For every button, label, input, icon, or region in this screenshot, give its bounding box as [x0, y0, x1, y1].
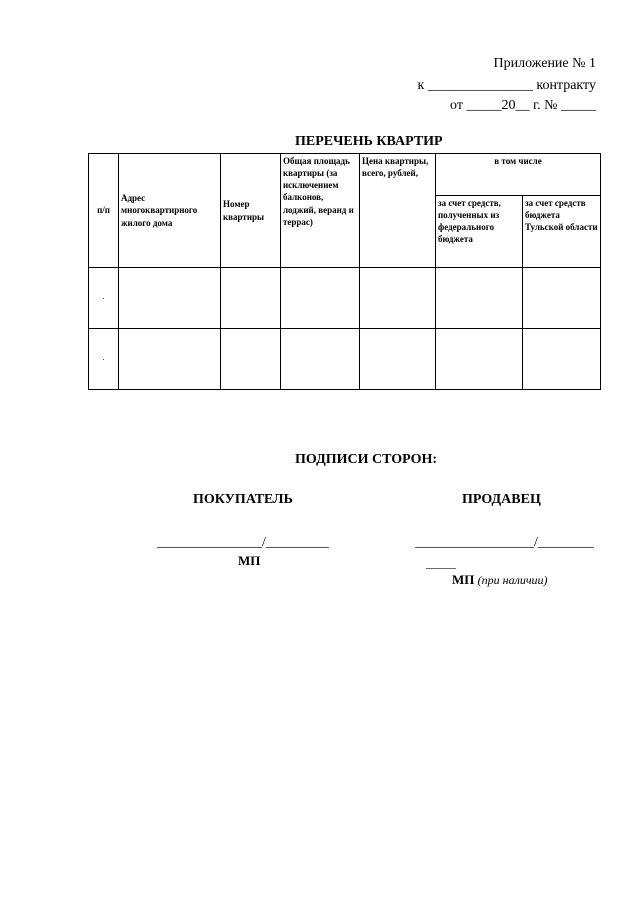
- buyer-signature-line: _______________/_________: [157, 535, 329, 550]
- date-line: от _____20__ г. № _____: [450, 98, 596, 113]
- buyer-stamp-label: МП: [238, 553, 261, 568]
- row-mark: .: [89, 268, 119, 329]
- table-cell: [119, 329, 221, 390]
- apartments-table: [88, 153, 601, 390]
- appendix-title: Приложение № 1: [493, 56, 596, 71]
- seller-signature-line: _________________/________: [415, 535, 594, 550]
- header-area: Общая площадь квартиры (за исключением балконов, лоджий, веранд и террас): [281, 154, 360, 268]
- table-row: [89, 329, 601, 390]
- header-apartment: Номер квартиры: [221, 154, 281, 268]
- table-cell: [436, 329, 523, 390]
- header-including: в том числе: [436, 154, 601, 196]
- table-cell: [281, 268, 360, 329]
- table-cell: [360, 329, 436, 390]
- table-cell: [360, 268, 436, 329]
- header-regional: за счет средств бюджета Тульской области: [523, 196, 601, 268]
- row-mark: .: [89, 329, 119, 390]
- seller-stamp-label: МП: [452, 572, 475, 587]
- table-cell: [281, 329, 360, 390]
- table-cell: [523, 329, 601, 390]
- seller-stamp: [452, 572, 548, 588]
- contract-line: к _______________ контракту: [417, 78, 596, 93]
- signatures-title: ПОДПИСИ СТОРОН:: [295, 452, 438, 467]
- seller-extra-line: _____: [426, 556, 456, 570]
- list-title: ПЕРЕЧЕНЬ КВАРТИР: [295, 134, 443, 149]
- buyer-title: ПОКУПАТЕЛЬ: [193, 492, 293, 507]
- seller-stamp-note: (при наличии): [477, 573, 548, 587]
- header-address: Адрес многоквартирного жилого дома: [119, 154, 221, 268]
- table-cell: [523, 268, 601, 329]
- table-cell: [436, 268, 523, 329]
- table-cell: [221, 329, 281, 390]
- header-federal: за счет средств, полученных из федерального бюджета: [436, 196, 523, 268]
- header-num: п/п: [89, 154, 119, 268]
- table-cell: [221, 268, 281, 329]
- header-price: Цена квартиры, всего, рублей,: [360, 154, 436, 268]
- seller-title: ПРОДАВЕЦ: [462, 492, 541, 507]
- table-row: [89, 268, 601, 329]
- table-cell: [119, 268, 221, 329]
